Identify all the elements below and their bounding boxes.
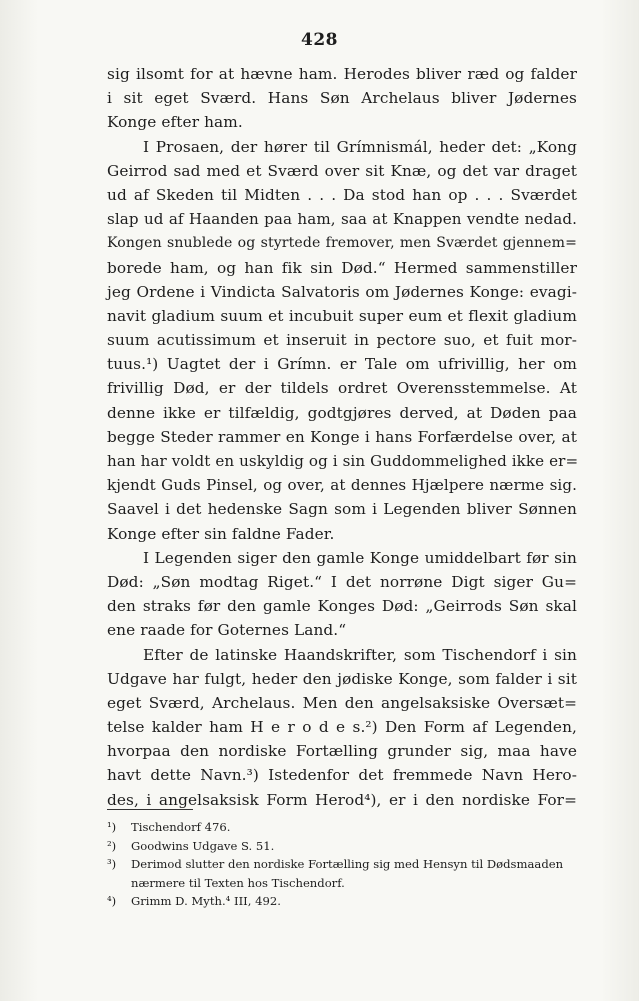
text-line: frivillig Død, er der tildels ordret Overensstemmelse. At xyxy=(107,379,577,398)
footnote-text: nærmere til Texten hos Tischendorf. xyxy=(131,875,345,890)
footnote xyxy=(107,874,577,893)
text-line: eget Sværd, Archelaus. Men den angelsaksiske Oversæt= xyxy=(107,693,577,712)
text-line: Konge efter sin faldne Fader. xyxy=(107,524,335,543)
text-line: ud af Skeden til Midten . . . Da stod han op . . . Sværdet xyxy=(107,185,577,204)
text-line: slap ud af Haanden paa ham, saa at Knappen vendte nedad. xyxy=(107,210,577,229)
text-line: telse kalder ham H e r o d e s.²) Den Form af Legenden, xyxy=(107,718,577,737)
footnote-mark: ⁴) xyxy=(107,894,117,909)
footnotes xyxy=(107,818,577,911)
text-line: Død: „Søn modtag Riget.“ I det norrøne Digt siger Gu= xyxy=(107,572,577,591)
text-line: denne ikke er tilfældig, godtgjøres derved, at Døden paa xyxy=(107,403,577,422)
text-line: i sit eget Sværd. Hans Søn Archelaus bliver Jødernes xyxy=(107,89,577,108)
footnote-mark: ³) xyxy=(107,857,117,872)
text-line: tuus.¹) Uagtet der i Grímn. er Tale om ufrivillig, her om xyxy=(107,355,577,374)
text-line: des, i angelsaksisk Form Herod⁴), er i den nordiske For= xyxy=(107,790,577,809)
text-line: I Prosaen, der hører til Grímnismál, heder det: „Kong xyxy=(143,137,577,156)
footnote-divider xyxy=(107,809,193,810)
footnote xyxy=(107,837,577,856)
text-line: Efter de latinske Haandskrifter, som Tischendorf i sin xyxy=(143,645,577,664)
footnote-text: Tischendorf 476. xyxy=(131,820,231,834)
text-line: kjendt Guds Pinsel, og over, at dennes Hjælpere nærme sig. xyxy=(107,476,577,495)
footnote-text: Grimm D. Myth.⁴ III, 492. xyxy=(131,894,281,909)
footnote xyxy=(107,892,577,911)
text-line: jeg Ordene i Vindicta Salvatoris om Jødernes Konge: evagi- xyxy=(107,282,577,301)
footnote-text: Derimod slutter den nordiske Fortælling sig med Hensyn til Dødsmaaden xyxy=(131,857,564,872)
text-line: begge Steder rammer en Konge i hans Forfærdelse over, at xyxy=(107,427,577,446)
footnote-mark: ²) xyxy=(107,838,117,853)
page-number: 428 xyxy=(301,30,338,50)
footnote xyxy=(107,855,577,874)
body-text xyxy=(107,62,577,812)
text-line: den straks før den gamle Konges Død: „Geirrods Søn skal xyxy=(107,597,577,616)
text-line: han har voldt en uskyldig og i sin Guddommelighed ikke er= xyxy=(107,452,579,470)
footnote xyxy=(107,818,577,837)
text-line: Udgave har fulgt, heder den jødiske Konge, som falder i sit xyxy=(107,669,577,688)
text-line: hvorpaa den nordiske Fortælling grunder sig, maa have xyxy=(107,742,577,761)
footnote-text: Goodwins Udgave S. 51. xyxy=(131,838,275,853)
text-line: Konge efter ham. xyxy=(107,113,243,132)
text-line: navit gladium suum et incubuit super eum et flexit gladium xyxy=(107,306,577,325)
text-line: ene raade for Goternes Land.“ xyxy=(107,621,347,640)
text-line: borede ham, og han fik sin Død.“ Hermed sammenstiller xyxy=(107,258,577,277)
text-line: I Legenden siger den gamle Konge umiddelbart før sin xyxy=(143,548,577,567)
text-line: havt dette Navn.³) Istedenfor det fremmede Navn Hero- xyxy=(107,766,577,785)
text-line: sig ilsomt for at hævne ham. Herodes bliver ræd og falder xyxy=(107,65,577,83)
text-line: Geirrod sad med et Sværd over sit Knæ, og det var draget xyxy=(107,161,577,180)
text-line: suum acutissimum et inseruit in pectore suo, et fuit mor- xyxy=(107,331,577,350)
text-line: Saavel i det hedenske Sagn som i Legenden bliver Sønnen xyxy=(107,500,577,519)
text-line: Kongen snublede og styrtede fremover, men Sværdet gjennem= xyxy=(107,235,577,252)
footnote-mark: ¹) xyxy=(107,820,117,834)
